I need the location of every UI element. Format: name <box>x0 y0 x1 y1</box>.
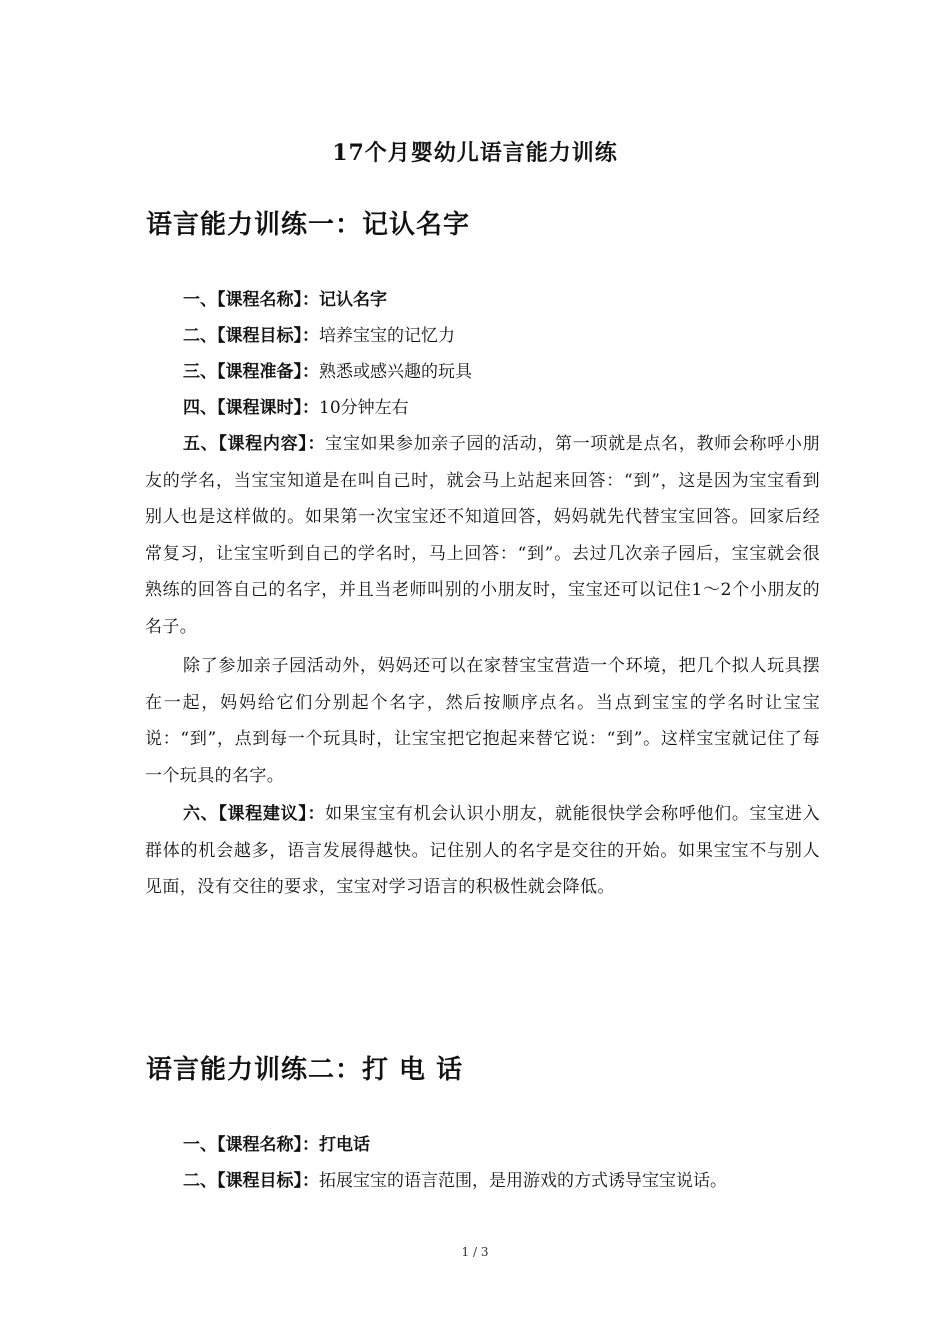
suggestion-label: 六、【课程建议】： <box>183 804 326 824</box>
course-name-item <box>183 1133 370 1157</box>
item-label: 二、【课程目标】： <box>183 326 319 346</box>
suggestion-text: 如果宝宝有机会认识小朋友，就能很快学会称呼他们。宝宝进入群体的机会越多，语言发展得越快。记住别人的名字是交往的开始。如果宝宝不与别人见面，没有交往的要求，宝宝对学习语言的积极性就会降低。 <box>145 804 820 897</box>
item-value: 打电话 <box>319 1135 370 1155</box>
course-content-paragraph <box>145 426 820 645</box>
section-heading-2: 语言能力训练二：打 电 话 <box>146 1055 464 1085</box>
page-number: 1 / 3 <box>461 1245 489 1259</box>
item-label: 二、【课程目标】： <box>183 1171 319 1191</box>
course-suggestion-paragraph <box>145 796 820 906</box>
item-label: 一、【课程名称】： <box>183 290 319 310</box>
course-duration-item <box>183 396 409 420</box>
item-value: 拓展宝宝的语言范围，是用游戏的方式诱导宝宝说话。 <box>319 1171 727 1191</box>
course-goal-item <box>183 324 455 348</box>
document-title: 17个月婴幼儿语言能力训练 <box>332 140 618 166</box>
item-value: 记认名字 <box>319 290 387 310</box>
item-value: 10分钟左右 <box>319 398 409 418</box>
item-label: 四、【课程课时】： <box>183 398 319 418</box>
section-heading-1: 语言能力训练一：记认名字 <box>146 210 471 240</box>
content-text: 宝宝如果参加亲子园的活动，第一项就是点名，教师会称呼小朋友的学名，当宝宝知道是在叫自己时，就会马上站起来回答：“到”，这是因为宝宝看到别人也是这样做的。如果第一次宝宝还不知道回答，妈妈就先代替宝宝回答。回家后经常复习，让宝宝听到自己的学名时，马上回答：“到”。去过几次亲子园后，宝宝就会很熟练的回答自己的名字，并且当老师叫别的小朋友时，宝宝还可以记住1～2个小朋友的名子。 <box>145 434 820 637</box>
item-value: 培养宝宝的记忆力 <box>319 326 455 346</box>
extra-paragraph: 除了参加亲子园活动外，妈妈还可以在家替宝宝营造一个环境，把几个拟人玩具摆在一起，妈妈给它们分别起个名字，然后按顺序点名。当点到宝宝的学名时让宝宝说：“到”，点到每一个玩具时，让宝宝把它抱起来替它说：“到”。这样宝宝就记住了每一个玩具的名字。 <box>145 656 820 786</box>
item-value: 熟悉或感兴趣的玩具 <box>319 362 472 382</box>
item-label: 三、【课程准备】： <box>183 362 319 382</box>
course-name-item <box>183 288 387 312</box>
item-label: 一、【课程名称】： <box>183 1135 319 1155</box>
content-label: 五、【课程内容】： <box>183 434 326 454</box>
course-prep-item <box>183 360 472 384</box>
course-goal-item <box>183 1169 727 1193</box>
